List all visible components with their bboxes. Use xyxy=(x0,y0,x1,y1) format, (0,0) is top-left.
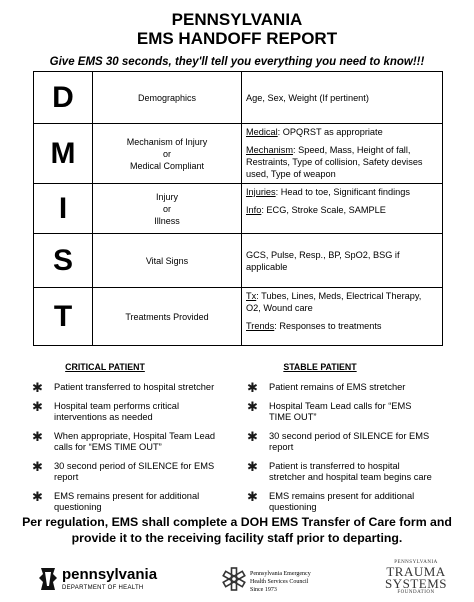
dmist-letter: I xyxy=(34,184,93,234)
dmist-category-line: Illness xyxy=(154,215,180,226)
stable-patient-heading: STABLE PATIENT xyxy=(283,362,357,372)
dmist-detail-line xyxy=(246,92,438,104)
title-line-1: PENNSYLVANIA xyxy=(171,10,303,29)
title-line-2: EMS HANDOFF REPORT xyxy=(136,29,338,48)
list-item xyxy=(245,382,435,394)
dmist-detail-line xyxy=(246,249,438,273)
list-item-text: EMS remains present for additional questioning xyxy=(269,490,415,512)
pehsc-line-2: Health Services Council xyxy=(250,579,309,585)
dmist-category xyxy=(93,124,242,184)
dmist-detail-label: Mechanism xyxy=(246,145,293,155)
dmist-category xyxy=(93,72,242,124)
list-item xyxy=(245,428,435,454)
list-item-text: Patient is transferred to hospital stretcher and hospital team begins care xyxy=(269,460,432,482)
star-of-life-icon: ✱ xyxy=(247,428,258,444)
dmist-detail-label: Injuries xyxy=(246,187,276,197)
dmist-category-line: Demographics xyxy=(137,92,197,103)
list-item xyxy=(245,398,435,424)
pa-trauma-systems-foundation-logo xyxy=(383,560,449,598)
dmist-details xyxy=(242,288,443,346)
pts-trauma: TRAUMA xyxy=(386,564,446,579)
dmist-detail-line xyxy=(246,204,438,216)
dmist-detail-text: : ECG, Stroke Scale, SAMPLE xyxy=(261,205,386,215)
dmist-row xyxy=(34,234,443,288)
star-of-life-icon: ✱ xyxy=(32,380,43,395)
keystone-icon xyxy=(38,566,58,592)
star-of-life-icon: ✱ xyxy=(247,380,258,395)
list-item-text: Hospital Team Lead calls for “EMS TIME OUT” xyxy=(269,400,412,422)
dmist-category-line: Injury xyxy=(155,191,178,202)
dmist-row xyxy=(34,184,443,234)
dmist-detail-text: : Tubes, Lines, Meds, Electrical Therapy, O2, Wound care xyxy=(246,291,422,313)
dmist-detail-label: Info xyxy=(246,205,262,215)
dmist-row xyxy=(34,124,443,184)
list-item-text: Patient transferred to hospital stretcher xyxy=(54,382,215,392)
critical-patient-heading: CRITICAL PATIENT xyxy=(65,362,145,372)
list-item xyxy=(30,382,220,394)
dmist-detail-label: Trends xyxy=(246,321,275,331)
dmist-detail-label: Tx xyxy=(246,291,257,301)
dmist-letter: M xyxy=(34,124,93,184)
pts-foundation: FOUNDATION xyxy=(397,590,435,595)
pa-logo-name: pennsylvania xyxy=(62,566,158,583)
dmist-detail-line xyxy=(246,290,438,314)
dmist-row xyxy=(34,288,443,346)
stable-patient-list xyxy=(245,382,435,514)
dmist-table xyxy=(33,71,443,346)
dmist-detail-line xyxy=(246,144,438,180)
report-title xyxy=(0,10,474,48)
pts-top: PENNSYLVANIA xyxy=(394,560,438,565)
dmist-category-line: Vital Signs xyxy=(145,255,189,266)
dmist-category-line: Mechanism of Injury xyxy=(126,136,208,147)
list-item-text: When appropriate, Hospital Team Lead calls for “EMS TIME OUT” xyxy=(54,430,216,452)
dmist-detail-line xyxy=(246,186,438,198)
dmist-detail-text: : OPQRST as appropriate xyxy=(277,127,383,137)
critical-patient-list xyxy=(30,382,220,514)
star-of-life-icon: ✱ xyxy=(247,488,258,504)
star-of-life-icon xyxy=(222,566,246,592)
list-item xyxy=(30,398,220,424)
list-item xyxy=(30,488,220,514)
dmist-detail-text: : Speed, Mass, Height of fall, Restraints, Type of collision, Safety devises used, Type of weapon xyxy=(246,145,423,179)
list-item-text: Patient remains of EMS stretcher xyxy=(269,382,406,392)
pehsc-line-1: Pennsylvania Emergency xyxy=(250,571,311,577)
list-item xyxy=(245,458,435,484)
critical-patient-column xyxy=(30,362,220,521)
dmist-letter: T xyxy=(34,288,93,346)
list-item-text: 30 second period of SILENCE for EMS report xyxy=(54,460,215,482)
star-of-life-icon: ✱ xyxy=(32,488,43,504)
star-of-life-icon: ✱ xyxy=(32,398,43,414)
report-subtitle: Give EMS 30 seconds, they'll tell you everything you need to know!!! xyxy=(49,56,425,68)
dmist-row xyxy=(34,72,443,124)
list-item xyxy=(30,458,220,484)
dmist-letter: D xyxy=(34,72,93,124)
footer-logos xyxy=(0,560,474,600)
list-item-text: 30 second period of SILENCE for EMS report xyxy=(269,430,430,452)
dmist-detail-label: Medical xyxy=(246,127,278,137)
dmist-category xyxy=(93,234,242,288)
dmist-category xyxy=(93,288,242,346)
list-item xyxy=(245,488,435,514)
pa-department-of-health-logo xyxy=(38,564,168,596)
pehsc-logo xyxy=(222,566,352,596)
star-of-life-icon: ✱ xyxy=(32,428,43,444)
dmist-letter: S xyxy=(34,234,93,288)
dmist-detail-line xyxy=(246,126,438,138)
dmist-detail-line xyxy=(246,320,438,332)
dmist-detail-text: : Responses to treatments xyxy=(274,321,382,331)
dmist-detail-text: Age, Sex, Weight (If pertinent) xyxy=(246,92,369,103)
pehsc-line-3: Since 1973 xyxy=(250,587,277,593)
dmist-category-line: Medical Compliant xyxy=(129,160,205,171)
dmist-detail-text: : Head to toe, Significant findings xyxy=(275,187,410,197)
dmist-details xyxy=(242,234,443,288)
list-item xyxy=(30,428,220,454)
list-item-text: EMS remains present for additional questioning xyxy=(54,490,200,512)
star-of-life-icon: ✱ xyxy=(32,458,43,474)
pa-logo-dept: DEPARTMENT OF HEALTH xyxy=(62,585,144,591)
stable-patient-column xyxy=(245,362,435,521)
list-item-text: Hospital team performs critical interventions as needed xyxy=(54,400,180,422)
star-of-life-icon: ✱ xyxy=(247,398,258,414)
dmist-category xyxy=(93,184,242,234)
regulation-notice: Per regulation, EMS shall complete a DOH EMS Transfer of Care form and provide it to the receiving facility staff prior to departing. xyxy=(22,515,452,545)
dmist-details xyxy=(242,124,443,184)
pts-systems: SYSTEMS xyxy=(384,576,448,591)
dmist-category-line: Treatments Provided xyxy=(125,311,209,322)
dmist-category-line: or xyxy=(162,148,171,159)
dmist-details xyxy=(242,72,443,124)
dmist-details xyxy=(242,184,443,234)
dmist-detail-text: GCS, Pulse, Resp., BP, SpO2, BSG if applicable xyxy=(246,249,400,272)
star-of-life-icon: ✱ xyxy=(247,458,258,474)
dmist-category-line: or xyxy=(162,203,171,214)
